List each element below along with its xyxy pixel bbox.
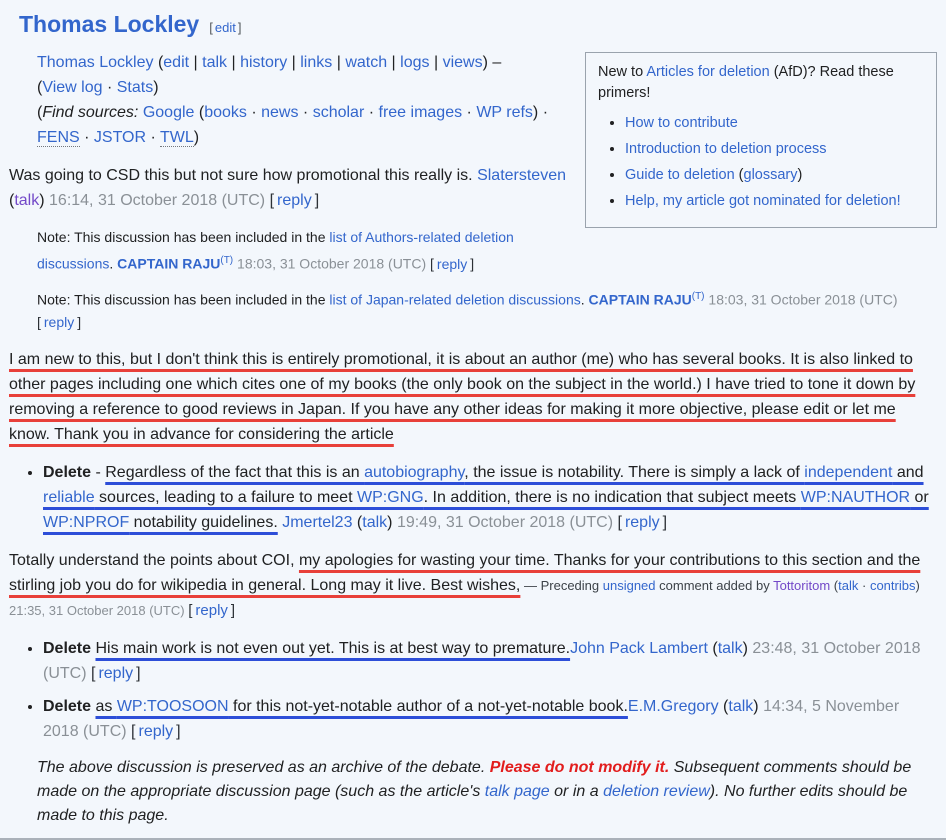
talk-link-jmertel23[interactable]: talk [362,514,388,532]
fens-link[interactable]: FENS [37,129,80,146]
primer-intro-post: (AfD)? Read these primers! [598,64,894,101]
toolbar-line-find-sources: (Find sources: Google (books · news · scholar · free images · WP refs) · FENS · JSTOR · TWL) [37,104,549,146]
glossary-link[interactable]: glossary [743,167,798,183]
primer-item-help [625,191,924,212]
edit-section-link[interactable]: edit [214,20,236,35]
glossary-paren-open: ( [734,167,744,183]
do-not-modify-warning: Please do not modify it. [489,759,670,777]
deletion-review-link[interactable]: deletion review [603,783,710,801]
note-text: Note: This discussion has been included in the [37,229,330,245]
primer-item-intro-deletion [625,139,924,160]
google-link[interactable]: Google [142,104,195,121]
glossary-paren-close: ) [797,167,803,183]
twl-link[interactable]: TWL [159,129,194,146]
captain-raju-talk-sup[interactable]: (T) [220,255,234,266]
jstor-link[interactable]: JSTOR [93,129,147,146]
nomination-text: Was going to CSD this but not sure how promotional this really is. [9,167,478,184]
articles-for-deletion-link[interactable]: Articles for deletion [646,64,770,80]
wp-nauthor-link[interactable]: WP:NAUTHOR [800,489,911,507]
wp-nprof-link[interactable]: WP:NPROF [43,514,130,532]
vote-item-emgregory: • Delete as WP:TOOSOON for this not-yet-notable author of a not-yet-notable book.E.M.Gregory (talk) 14:34, 5 November 2018 (UTC) [ reply ] [43,694,937,744]
unsigned-attribution: — Preceding unsigned comment added by Tottoritom (talk · contribs) 21:35, 31 October 2018 (UTC) [ reply ] [9,578,920,620]
reliable-link[interactable]: reliable [43,489,95,507]
user-link-captain-raju[interactable]: CAPTAIN RAJU [588,291,692,308]
page-title [19,10,937,42]
edit-section [207,20,243,35]
user-link-captain-raju[interactable]: CAPTAIN RAJU [117,255,221,272]
reply-control: [ reply ] [269,192,320,209]
talk-link-slatersteven[interactable]: talk [14,192,40,209]
primer-item-how-to-contribute [625,113,924,134]
captain-raju-talk-sup[interactable]: (T) [691,290,705,302]
reply-link[interactable]: reply [277,192,312,209]
talk-link-john-pack-lambert[interactable]: talk [717,640,743,658]
help-nominated-link[interactable]: Help, my article got nominated for deletion! [625,193,901,209]
note-japan-list: Note: This discussion has been included in the list of Japan-related deletion discussions. CAPTAIN $RAJU^{(T)}$ 18:03, 31 October 2018 (UTC) [ reply ] [37,290,898,331]
user-link-emgregory[interactable]: E.M.Gregory [627,698,719,716]
vote-item-john-pack-lambert: • Delete His main work is not even out yet. This is at best way to premature.John Pack Lambert (talk) 23:48, 31 October 2018 (UTC) [ reply ] [43,636,937,686]
note-text: Note: This discussion has been included in the [37,291,330,308]
introduction-deletion-link[interactable]: Introduction to deletion process [625,141,827,157]
vote-list-1 [9,460,937,535]
vote-list-2 [9,636,937,744]
view-log-link[interactable]: View log [42,79,103,96]
timestamp: 14:34, 5 November 2018 (UTC) [43,698,900,741]
vote-rationale: His main work is not even out yet. This is at best way to premature. [95,640,571,658]
vote-bold-delete: Delete [43,698,92,716]
authors-deletion-list-link[interactable]: list of Authors-related deletion discussions [37,229,514,272]
vote-bold-delete: Delete [43,640,92,658]
vote-bold-delete: Delete [43,464,92,482]
timestamp: 23:48, 31 October 2018 (UTC) [43,640,921,683]
reply-link[interactable]: reply [138,723,174,741]
primer-intro-pre: New to [598,64,647,80]
action-history-link[interactable]: history [240,54,288,71]
action-logs-link[interactable]: logs [400,54,430,71]
edit-bracket-close: ] [237,20,242,35]
comment-red-underlined-text: my apologies for wasting your time. Thanks for your contributions to this section and the stirling job you do for wikipedia in general. Long may it live. Best wishes, [9,552,921,595]
timestamp: 19:49, 31 October 2018 (UTC) [396,514,614,532]
talk-page-link[interactable]: talk page [484,783,550,801]
google-scholar-link[interactable]: scholar [312,104,365,121]
note-authors-list: Note: This discussion has been included in the list of Authors-related deletion discussions. CAPTAIN $RAJU^{(T)}$ 18:03, 31 October 2018 (UTC) [ reply ] [37,229,514,272]
google-books-link[interactable]: books [204,104,247,121]
reply-control: [ reply ] [131,723,181,741]
reply-control: [ reply ] [91,665,141,683]
reply-control: [ reply ] [617,514,668,532]
reply-link[interactable]: reply [98,665,134,683]
reply-link[interactable]: reply [195,602,228,620]
vote-rationale: Regardless of the fact that this is an autobiography, the issue is notability. There is simply a lack of independent and reliable sources, leading to a failure to meet WP:GNG. In addition, there is no indication that subject meets WP:NAUTHOR or WP:NPROF notability guidelines. [43,464,929,532]
action-views-link[interactable]: views [442,54,483,71]
reply-control: [ reply ] [37,314,82,331]
nomination-comment: Was going to CSD this but not sure how promotional this really is. Slatersteven (talk) 16:14, 31 October 2018 (UTC) [ reply ] [9,167,566,209]
japan-deletion-list-link[interactable]: list of Japan-related deletion discussions [329,291,581,308]
independent-link[interactable]: independent [804,464,893,482]
timestamp: 18:03, 31 October 2018 (UTC) [708,291,898,308]
stats-link[interactable]: Stats [116,79,154,96]
comment-plain-text: Totally understand the points about COI, [9,552,299,570]
user-link-tottoritom[interactable]: Tottoritom [773,578,831,594]
author-comment-2 [9,548,937,623]
wp-toosoon-link[interactable]: WP:TOOSOON [116,698,229,716]
primer-item-guide [625,165,924,186]
contribs-link-tottoritom[interactable]: contribs [869,578,916,594]
unsigned-link[interactable]: unsigned [602,578,656,594]
author-comment-red-underlined [9,347,937,447]
wp-gng-link[interactable]: WP:GNG [356,489,424,507]
reply-link[interactable]: reply [436,255,468,272]
vote-rationale: as WP:TOOSOON for this not-yet-notable author of a not-yet-notable book. [95,698,628,716]
toolbar-line-logs: (View log · Stats) [37,79,159,96]
article-link[interactable]: Thomas Lockley [37,54,154,71]
reply-control: [ reply ] [188,602,236,620]
edit-bracket-open: [ [209,20,213,35]
action-links-link[interactable]: links [300,54,333,71]
timestamp: 16:14, 31 October 2018 (UTC) [49,192,266,209]
how-to-contribute-link[interactable]: How to contribute [625,115,738,131]
guide-to-deletion-link[interactable]: Guide to deletion [625,167,735,183]
vote-item-jmertel23: • Delete - Regardless of the fact that this is an autobiography, the issue is notability. There is simply a lack of independent and reliable sources, leading to a failure to meet WP:GNG. In addition, there is no indication that subject meets WP:NAUTHOR or WP:NPROF notability guidelines. Jmertel23 (talk) 19:49, 31 October 2018 (UTC) [ reply ] [43,460,937,535]
wp-refs-link[interactable]: WP refs [476,104,533,121]
user-link-jmertel23[interactable]: Jmertel23 [282,514,353,532]
afd-primer-box [585,52,937,228]
comment-text: I am new to this, but I don't think this is entirely promotional, it is about an author (me) who has several books. It is also linked to other pages including one which cites one of my books (the only book on the subject in the world.) I have tried to tone it down by removing a reference to good reviews in Japan. If you have any other ideas for making it more objective, please edit or let me know. Thank you in advance for considering the article [9,351,916,444]
talk-link-emgregory[interactable]: talk [728,698,754,716]
user-link-slatersteven[interactable]: Slatersteven [477,167,566,184]
reply-link[interactable]: reply [43,314,75,331]
article-title-link[interactable]: Thomas Lockley [19,11,200,37]
talk-link-tottoritom[interactable]: talk [838,578,859,594]
find-sources-label: Find sources: [42,104,139,121]
reply-link[interactable]: reply [624,514,660,532]
toolbar-line-actions: Thomas Lockley (edit | talk | history | links | watch | logs | views) – [37,54,502,71]
action-watch-link[interactable]: watch [345,54,388,71]
archive-footer-notice: The above discussion is preserved as an archive of the debate. Please do not modify it. Subsequent comments should be made on the appropriate discussion page (such as the article's talk page or in a deletion review). No further edits should be made to this page. [37,759,912,825]
reply-control: [ reply ] [430,255,475,272]
primer-list [598,113,924,212]
timestamp: 18:03, 31 October 2018 (UTC) [237,255,427,272]
autobiography-link[interactable]: autobiography [364,464,465,482]
close-paren-dash: ) – [482,54,502,71]
paren: ( [157,54,164,71]
action-edit-link[interactable]: edit [163,54,190,71]
action-talk-link[interactable]: talk [202,54,228,71]
google-news-link[interactable]: news [261,104,299,121]
user-link-john-pack-lambert[interactable]: John Pack Lambert [570,640,708,658]
timestamp: 21:35, 31 October 2018 (UTC) [9,603,185,619]
free-images-link[interactable]: free images [378,104,463,121]
